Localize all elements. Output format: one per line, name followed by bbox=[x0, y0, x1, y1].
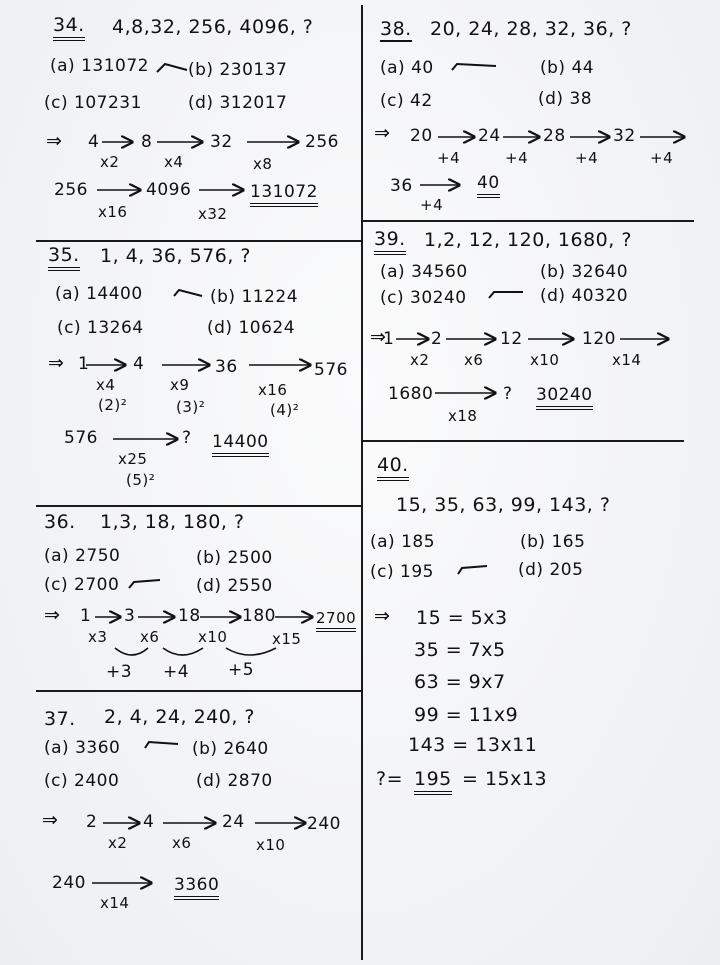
q39-chain2-term: ? bbox=[503, 384, 513, 404]
q40-answer: 195 bbox=[414, 768, 452, 790]
q35-chain-term: 4 bbox=[133, 354, 145, 374]
implies-arrow: ⇒ bbox=[46, 130, 63, 152]
q36-difference: +3 bbox=[106, 662, 133, 682]
q39-multiplier: x10 bbox=[530, 351, 560, 369]
q35-chain-term: 1 bbox=[78, 354, 90, 374]
q35-chain2-term: 576 bbox=[64, 428, 98, 448]
q38-increment: +4 bbox=[575, 149, 599, 167]
difference-bracket bbox=[163, 648, 203, 655]
q36-difference: +4 bbox=[163, 662, 190, 682]
q39-number: 39. bbox=[374, 228, 406, 250]
q39-chain-term: 120 bbox=[582, 329, 616, 349]
q34-chain2-term: 4096 bbox=[146, 180, 192, 200]
q35-multiplier: x4 bbox=[96, 376, 116, 394]
q34-chain-term: 4 bbox=[88, 132, 100, 152]
q34-chain2-term: 256 bbox=[54, 180, 88, 200]
q38-increment: +4 bbox=[650, 149, 674, 167]
q34-series: 4,8,32, 256, 4096, ? bbox=[112, 16, 314, 38]
correct-tick bbox=[489, 292, 523, 298]
q38-increment: +4 bbox=[437, 149, 461, 167]
q36-answer: 2700 bbox=[316, 609, 356, 627]
q38-option-d: (d) 38 bbox=[538, 89, 593, 109]
implies-arrow: ⇒ bbox=[44, 604, 61, 626]
q38-option-c: (c) 42 bbox=[380, 91, 433, 111]
correct-tick bbox=[458, 566, 487, 574]
q34-chain-term: 8 bbox=[141, 132, 153, 152]
implies-arrow: ⇒ bbox=[370, 326, 387, 348]
q39-answer: 30240 bbox=[536, 385, 593, 405]
q37-option-b: (b) 2640 bbox=[192, 739, 269, 759]
q36-multiplier: x6 bbox=[140, 628, 160, 646]
correct-tick bbox=[452, 64, 496, 70]
q36-option-c: (c) 2700 bbox=[44, 575, 120, 595]
q35-option-b: (b) 11224 bbox=[210, 287, 299, 307]
q35-chain-term: 36 bbox=[215, 357, 238, 377]
q39-option-b: (b) 32640 bbox=[540, 262, 629, 282]
q34-multiplier: x32 bbox=[198, 205, 228, 223]
correct-tick bbox=[157, 64, 187, 72]
q38-increment: +4 bbox=[420, 196, 444, 214]
correct-tick bbox=[145, 742, 178, 748]
q36-option-d: (d) 2550 bbox=[196, 576, 273, 596]
q35-series: 1, 4, 36, 576, ? bbox=[100, 245, 252, 267]
q39-multiplier: x18 bbox=[448, 407, 478, 425]
q35-multiplier: x16 bbox=[258, 381, 288, 399]
q38-chain-term: 20 bbox=[410, 126, 433, 146]
q34-chain-term: 32 bbox=[210, 132, 233, 152]
q37-series: 2, 4, 24, 240, ? bbox=[104, 706, 256, 728]
q36-multiplier: x15 bbox=[272, 630, 302, 648]
q40-series: 15, 35, 63, 99, 143, ? bbox=[396, 494, 611, 516]
q37-chain-term: 2 bbox=[86, 812, 98, 832]
implies-arrow: ⇒ bbox=[374, 605, 391, 627]
q36-chain-term: 3 bbox=[124, 606, 136, 626]
q34-multiplier: x8 bbox=[253, 155, 273, 173]
q38-chain-term: 24 bbox=[478, 126, 501, 146]
q34-multiplier: x16 bbox=[98, 203, 128, 221]
q40-factor-row: 99 = 11x9 bbox=[414, 704, 519, 726]
q34-option-a: (a) 131072 bbox=[50, 56, 149, 76]
q36-chain-term: 1 bbox=[80, 606, 92, 626]
q35-option-a: (a) 14400 bbox=[55, 284, 143, 304]
q35-square: (3)² bbox=[176, 398, 206, 416]
q39-chain-term: 12 bbox=[500, 329, 523, 349]
q34-multiplier: x2 bbox=[100, 153, 120, 171]
q40-option-c: (c) 195 bbox=[370, 562, 434, 582]
q38-answer: 40 bbox=[477, 173, 500, 193]
q39-chain-term: 2 bbox=[431, 329, 443, 349]
q36-series: 1,3, 18, 180, ? bbox=[100, 511, 245, 533]
q40-final-label: ?= bbox=[376, 768, 404, 790]
implies-arrow: ⇒ bbox=[42, 809, 59, 831]
q35-chain-term: 576 bbox=[314, 360, 348, 380]
q37-number: 37. bbox=[44, 708, 76, 730]
q36-chain-term: 180 bbox=[242, 606, 276, 626]
q40-factor-row: 35 = 7x5 bbox=[414, 639, 506, 661]
q39-option-c: (c) 30240 bbox=[380, 288, 467, 308]
q35-square: (4)² bbox=[270, 401, 300, 419]
q40-option-d: (d) 205 bbox=[518, 560, 584, 580]
q37-multiplier: x10 bbox=[256, 836, 286, 854]
q34-multiplier: x4 bbox=[164, 153, 184, 171]
difference-bracket bbox=[115, 648, 148, 655]
q36-option-a: (a) 2750 bbox=[44, 546, 121, 566]
q40-option-b: (b) 165 bbox=[520, 532, 586, 552]
q38-option-b: (b) 44 bbox=[540, 58, 595, 78]
q37-multiplier: x14 bbox=[100, 894, 130, 912]
q37-multiplier: x2 bbox=[108, 834, 128, 852]
q38-chain-term: 32 bbox=[613, 126, 636, 146]
q40-factor-row: 143 = 13x11 bbox=[408, 734, 538, 756]
q37-chain-term: 24 bbox=[222, 812, 245, 832]
implies-arrow: ⇒ bbox=[48, 352, 65, 374]
q35-number: 35. bbox=[48, 244, 80, 266]
q37-chain-term: 4 bbox=[143, 812, 155, 832]
q36-difference: +5 bbox=[228, 660, 255, 680]
q39-multiplier: x14 bbox=[612, 351, 642, 369]
q39-option-a: (a) 34560 bbox=[380, 262, 468, 282]
q38-option-a: (a) 40 bbox=[380, 58, 434, 78]
q40-factor-row: 15 = 5x3 bbox=[416, 607, 508, 629]
q37-option-c: (c) 2400 bbox=[44, 771, 120, 791]
q38-chain2-term: 36 bbox=[390, 176, 413, 196]
q34-chain-term: 256 bbox=[305, 132, 339, 152]
q34-option-b: (b) 230137 bbox=[188, 60, 288, 80]
q39-chain-term: 1 bbox=[383, 329, 395, 349]
q37-multiplier: x6 bbox=[172, 834, 192, 852]
q36-option-b: (b) 2500 bbox=[196, 548, 273, 568]
q35-answer: 14400 bbox=[212, 432, 269, 452]
q35-option-c: (c) 13264 bbox=[57, 318, 144, 338]
q37-chain2-term: 240 bbox=[52, 873, 86, 893]
q36-multiplier: x10 bbox=[198, 628, 228, 646]
q37-answer: 3360 bbox=[174, 875, 219, 895]
q40-option-a: (a) 185 bbox=[370, 532, 436, 552]
q37-chain-term: 240 bbox=[307, 814, 341, 834]
difference-bracket bbox=[226, 648, 276, 655]
q36-number: 36. bbox=[44, 511, 76, 533]
q39-option-d: (d) 40320 bbox=[540, 286, 629, 306]
q38-series: 20, 24, 28, 32, 36, ? bbox=[430, 18, 632, 40]
q35-square: (5)² bbox=[126, 471, 156, 489]
q35-multiplier: x9 bbox=[170, 376, 190, 394]
q39-chain2-term: 1680 bbox=[388, 384, 434, 404]
correct-tick bbox=[174, 290, 202, 296]
correct-tick bbox=[129, 580, 160, 588]
q35-multiplier: x25 bbox=[118, 450, 148, 468]
q36-chain-term: 18 bbox=[178, 606, 201, 626]
q38-number: 38. bbox=[380, 18, 412, 40]
q35-square: (2)² bbox=[98, 396, 128, 414]
implies-arrow: ⇒ bbox=[374, 122, 391, 144]
q40-factor-row: 63 = 9x7 bbox=[414, 671, 506, 693]
q39-multiplier: x6 bbox=[464, 351, 484, 369]
q35-chain2-term: ? bbox=[182, 428, 192, 448]
q34-option-d: (d) 312017 bbox=[188, 93, 288, 113]
q34-answer: 131072 bbox=[250, 182, 318, 202]
q40-number: 40. bbox=[377, 454, 409, 476]
q37-option-d: (d) 2870 bbox=[196, 771, 273, 791]
q38-increment: +4 bbox=[505, 149, 529, 167]
q39-series: 1,2, 12, 120, 1680, ? bbox=[424, 229, 632, 251]
q34-number: 34. bbox=[53, 14, 85, 36]
q34-option-c: (c) 107231 bbox=[44, 93, 142, 113]
q37-option-a: (a) 3360 bbox=[44, 738, 121, 758]
q40-final-rest: = 15x13 bbox=[462, 768, 548, 790]
q38-chain-term: 28 bbox=[543, 126, 566, 146]
q39-multiplier: x2 bbox=[410, 351, 430, 369]
q36-multiplier: x3 bbox=[88, 628, 108, 646]
q35-option-d: (d) 10624 bbox=[207, 318, 296, 338]
